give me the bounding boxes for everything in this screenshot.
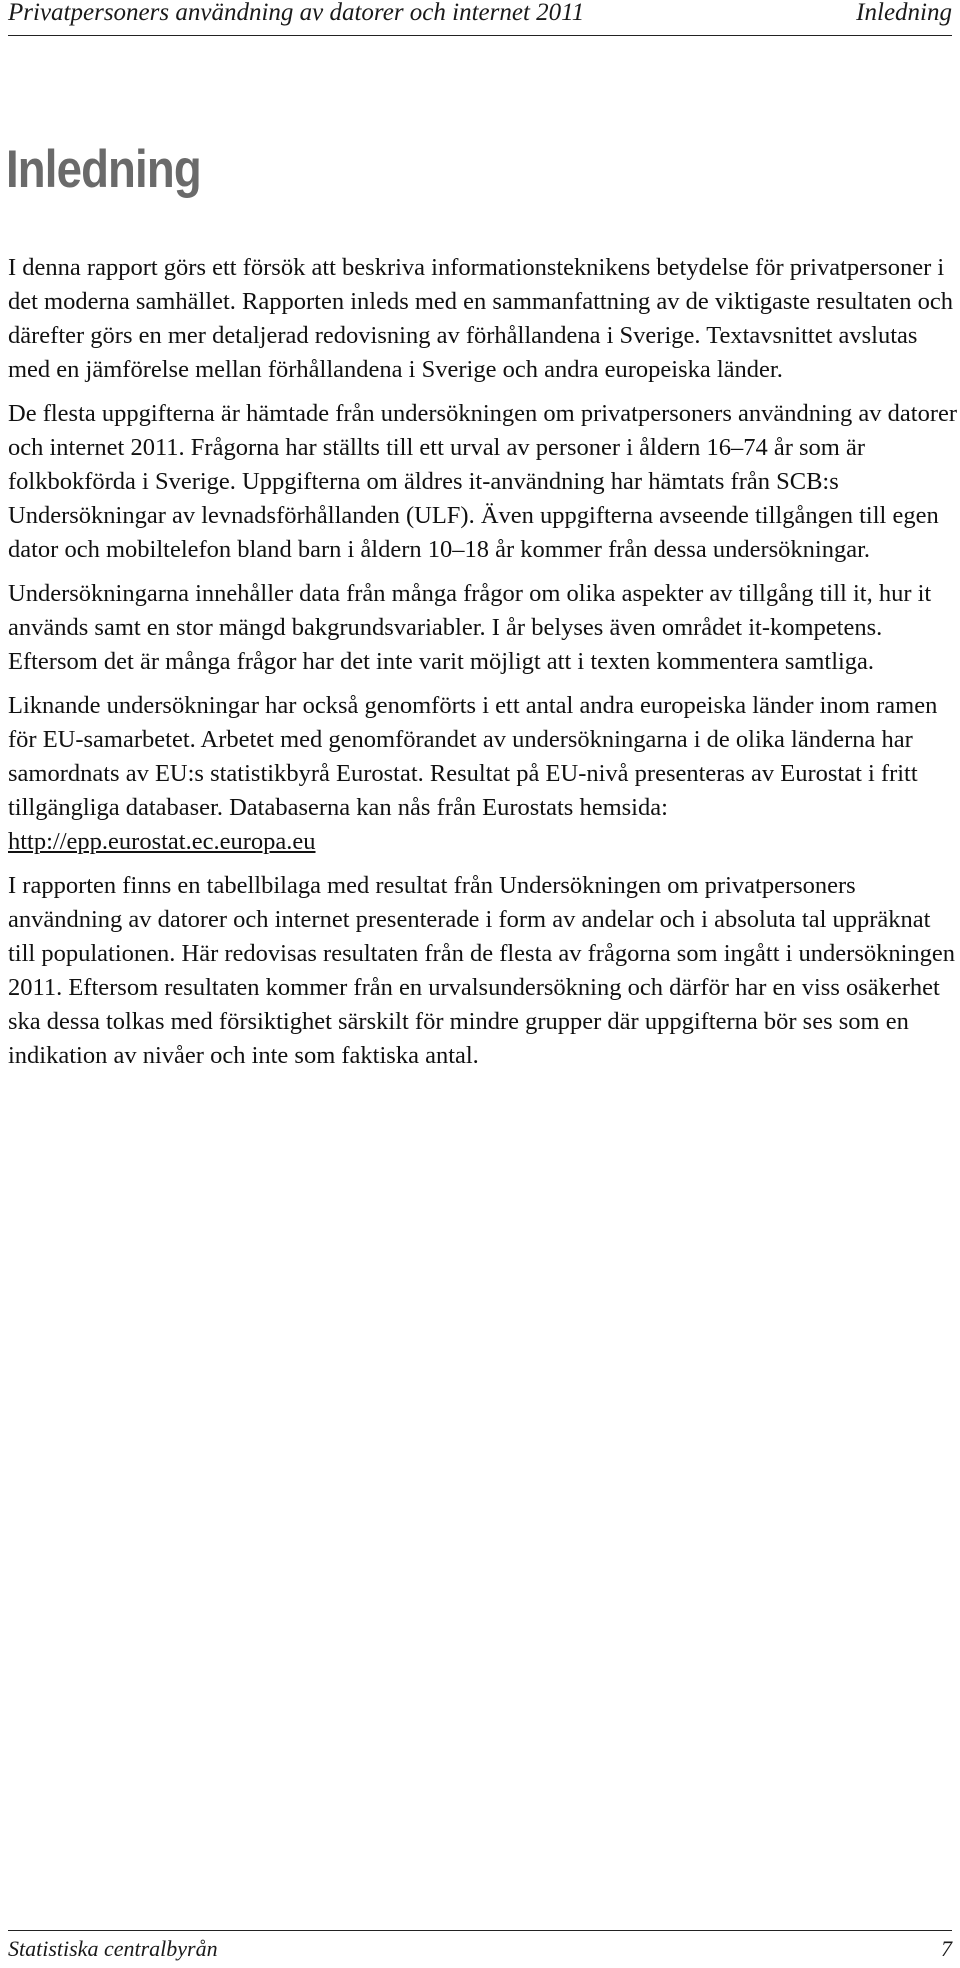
paragraph-eu-comparison <box>8 689 958 859</box>
section-title: Inledning <box>856 0 952 26</box>
body-text <box>8 251 958 1083</box>
header-divider <box>8 35 952 36</box>
publication-title: Privatpersoners användning av datorer och internet 2011 <box>8 0 585 26</box>
footer-divider <box>8 1930 952 1931</box>
paragraph-eu-text: Liknande undersökningar har också genomförts i ett antal andra europeiska länder inom ramen för EU-samarbetet. Arbetet med genomförandet av undersökningarna i de olika länderna har samordnats av EU:s statistikbyrå Eurostat. Resultat på EU-nivå presenteras av Eurostat i fritt tillgängliga databaser. Databaserna kan nås från Eurostats hemsida: <box>8 692 938 821</box>
chapter-title: Inledning <box>6 140 201 199</box>
paragraph-appendix: I rapporten finns en tabellbilaga med resultat från Undersökningen om privatpersoners användning av datorer och internet presenterade i form av andelar och i absoluta tal uppräknat till populationen. Här redovisas resultaten från de flesta av frågorna som ingått i undersökningen 2011. Eftersom resultaten kommer från en urvalsundersökning och därför har en viss osäkerhet ska dessa tolkas med försiktighet särskilt för mindre grupper där uppgifterna bör ses som en indikation av nivåer och inte som faktiska antal. <box>8 872 956 1069</box>
eurostat-link[interactable]: http://epp.eurostat.ec.europa.eu <box>8 828 316 855</box>
running-footer <box>8 1932 952 1966</box>
page-number: 7 <box>941 1936 952 1961</box>
paragraph-intro: I denna rapport görs ett försök att beskriva informationsteknikens betydelse för privatpersoner i det moderna samhället. Rapporten inleds med en sammanfattning av de viktigaste resultaten och därefter görs en mer detaljerad redovisning av förhållandena i Sverige. Textavsnittet avslutas med en jämförelse mellan förhållandena i Sverige och andra europeiska länder. <box>8 254 954 383</box>
paragraph-contents: Undersökningarna innehåller data från många frågor om olika aspekter av tillgång till it, hur it används samt en stor mängd bakgrundsvariabler. I år belyses även området it-kompetens. Eftersom det är många frågor har det inte varit möjligt att i texten kommentera samtliga. <box>8 580 932 675</box>
running-header <box>8 0 952 34</box>
footer-organization: Statistiska centralbyrån <box>8 1936 218 1961</box>
paragraph-sources: De flesta uppgifterna är hämtade från undersökningen om privatpersoners användning av datorer och internet 2011. Frågorna har ställts till ett urval av personer i åldern 16–74 år som är folkbokförda i Sverige. Uppgifterna om äldres it-användning har hämtats från SCB:s Undersökningar av levnadsförhållanden (ULF). Även uppgifterna avseende tillgången till egen dator och mobiltelefon bland barn i åldern 10–18 år kommer från dessa undersökningar. <box>8 400 958 563</box>
